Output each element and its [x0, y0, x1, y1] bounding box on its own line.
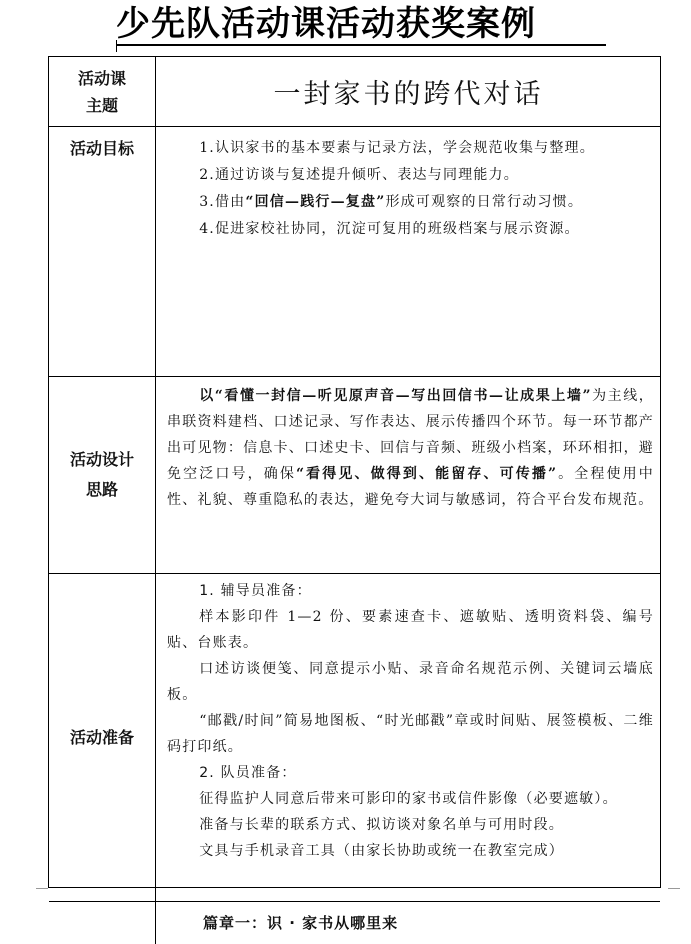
label-goals: 活动目标 — [49, 127, 156, 376]
design-bold-1: 以“看懂一封信—听见原声音—写出回信书—让成果上墙” — [199, 388, 592, 404]
counselor-item-3: “邮戳/时间”简易地图板、“时光邮戳”章或时间贴、展签模板、二维码打印纸。 — [167, 713, 654, 755]
counselor-item-2: 口述访谈便笺、同意提示小贴、录音命名规范示例、关键词云墙底板。 — [167, 661, 654, 703]
design-bold-2: “看得见、做得到、能留存、可传播” — [295, 466, 558, 482]
label-design — [49, 377, 156, 573]
label-design-line1: 活动设计 — [69, 450, 134, 469]
member-prep-title: 2. 队员准备： — [199, 765, 297, 781]
goal-item-4: 4.促进家校社协同，沉淀可复用的班级档案与展示资源。 — [199, 221, 580, 237]
label-design-line2: 思路 — [85, 480, 118, 499]
theme-value: 一封家书的跨代对话 — [273, 79, 544, 110]
design-paragraph: 以“看懂一封信—听见原声音—写出回信书—让成果上墙”为主线，串联资料建档、口述记录、写作表达、展示传播四个环节。每一环节都产出可见物：信息卡、口述史卡、回信与音频、班级小档案，环环相扣，避免空泛口号，确保“看得见、做得到、能留存、可传播”。全程使用中性、礼貌、尊重隐私的表达，避免夸大词与敏感词，符合平台发布规范。 — [167, 388, 654, 508]
row-prep — [49, 574, 660, 902]
label-theme-line1: 活动课 — [77, 68, 126, 88]
page-corner-left — [36, 888, 48, 889]
member-item-2: 准备与长辈的联系方式、拟访谈对象名单与可用时段。 — [199, 817, 564, 833]
prep-content — [157, 574, 660, 901]
member-item-1: 征得监护人同意后带来可影印的家书或信件影像（必要遮敏）。 — [199, 791, 618, 807]
design-content — [157, 377, 660, 573]
chapter-title: 篇章一：识 · 家书从哪里来 — [203, 914, 399, 932]
row-theme — [49, 57, 660, 127]
goal-item-2: 2.通过访谈与复述提升倾听、表达与同理能力。 — [199, 167, 519, 183]
label-theme — [49, 57, 156, 126]
title-underline — [116, 44, 606, 46]
row-chapter — [49, 902, 660, 944]
goal-item-3: 3.借由“回信—践行—复盘”形成可观察的日常行动习惯。 — [199, 194, 584, 210]
label-theme-line2: 主题 — [85, 95, 118, 115]
goals-content — [157, 127, 660, 376]
page-corner-right — [668, 888, 680, 889]
row-design — [49, 377, 660, 574]
label-chapter — [49, 902, 156, 944]
label-prep: 活动准备 — [49, 574, 156, 901]
counselor-prep-title: 1. 辅导员准备： — [199, 583, 312, 599]
counselor-item-1: 样本影印件 1—2 份、要素速查卡、遮敏贴、透明资料袋、编号贴、台账表。 — [167, 609, 654, 651]
document-title: 少先队活动课活动获奖案例 — [116, 4, 536, 44]
member-item-3: 文具与手机录音工具（由家长协助或统一在教室完成） — [199, 843, 564, 859]
activity-table — [48, 56, 661, 932]
goal-item-1: 1.认识家书的基本要素与记录方法，学会规范收集与整理。 — [199, 140, 595, 156]
title-corner-mark — [116, 40, 117, 52]
row-goals — [49, 127, 660, 377]
